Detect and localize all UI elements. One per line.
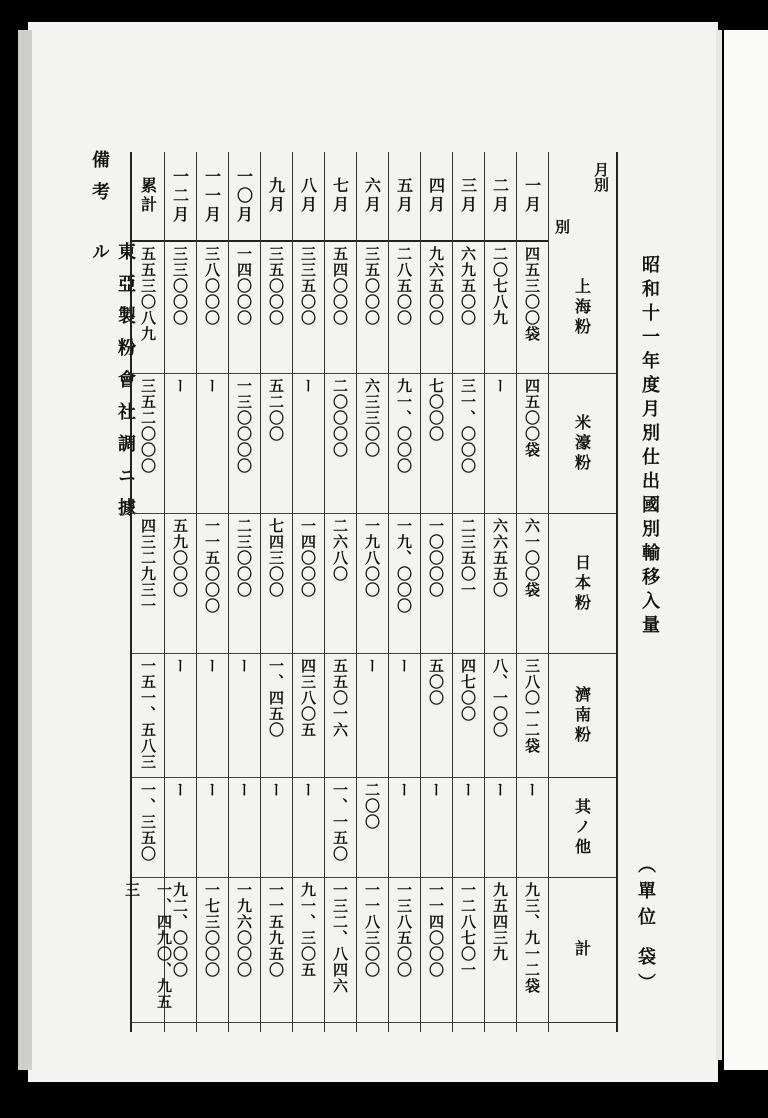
- month-column: [260, 152, 293, 1032]
- table-cell: ー: [484, 374, 516, 514]
- table-cell: 四三八〇五: [292, 654, 324, 778]
- column-header: 上海粉: [548, 242, 616, 374]
- table-cell: 一四〇〇〇: [292, 514, 324, 654]
- month-column: [196, 152, 229, 1032]
- month-column: [292, 152, 325, 1032]
- table-cell: 九二、〇〇〇: [164, 878, 196, 1023]
- column-header: 計: [548, 878, 616, 1023]
- table-cell: 九六五〇〇: [420, 242, 452, 374]
- book-spine: [18, 30, 32, 1070]
- table-cell: ー: [196, 654, 228, 778]
- table-cell: 九一、三〇五: [292, 878, 324, 1023]
- month-label: 九月: [260, 152, 292, 242]
- table-cell: 七〇〇〇: [420, 374, 452, 514]
- table-cell: ー: [228, 778, 260, 878]
- note-label: 備考: [89, 150, 110, 214]
- table-cell: ー: [516, 778, 548, 878]
- table-title: 昭和十一年度月別仕出國別輸移入量: [639, 255, 660, 639]
- unit-label: （單位 袋）: [635, 855, 656, 1000]
- table-cell: 一四〇〇〇: [228, 242, 260, 374]
- table-cell: 六一〇〇袋: [516, 514, 548, 654]
- month-label: 四月: [420, 152, 452, 242]
- table-cell: 五〇〇: [420, 654, 452, 778]
- table-cell: 三一、〇〇〇: [452, 374, 484, 514]
- table-cell: ー: [452, 778, 484, 878]
- table-cell: 三五〇〇〇: [356, 242, 388, 374]
- table-cell: 一九、〇〇〇: [388, 514, 420, 654]
- table-cell: 九三、九一二袋: [516, 878, 548, 1023]
- table-cell: ー: [388, 654, 420, 778]
- month-label: 一〇月: [228, 152, 260, 242]
- table-cell: 二八五〇〇: [388, 242, 420, 374]
- month-column: [388, 152, 421, 1032]
- table-cell: 三五二〇〇〇: [132, 374, 164, 514]
- table-cell: ー: [420, 778, 452, 878]
- table-cell: 二三〇〇〇: [228, 514, 260, 654]
- table-cell: 一一八三〇〇: [356, 878, 388, 1023]
- table-cell: 四五〇〇袋: [516, 374, 548, 514]
- table-cell: 二〇〇: [356, 778, 388, 878]
- month-label: 七月: [324, 152, 356, 242]
- table-cell: 九一、〇〇〇: [388, 374, 420, 514]
- table-cell: ー: [388, 778, 420, 878]
- month-column: [420, 152, 453, 1032]
- column-headers: [548, 152, 618, 1032]
- table-cell: 一、一五〇: [324, 778, 356, 878]
- table-cell: 三八〇〇〇: [196, 242, 228, 374]
- month-column: [123, 152, 173, 1032]
- table-cell: 三五〇〇〇: [260, 242, 292, 374]
- month-label: 八月: [292, 152, 324, 242]
- month-label: 六月: [356, 152, 388, 242]
- month-column: [324, 152, 357, 1032]
- month-column: [356, 152, 389, 1032]
- table-cell: ー: [356, 654, 388, 778]
- table-cell: ー: [292, 374, 324, 514]
- table-cell: 三八〇一二袋: [516, 654, 548, 778]
- corner-label-top: 月別: [592, 162, 610, 192]
- table-cell: 一、四九〇、九五三: [132, 878, 164, 1023]
- table-cell: ー: [260, 778, 292, 878]
- data-table: [123, 152, 616, 1032]
- month-label: 一月: [516, 152, 548, 242]
- column-header: 其ノ他: [548, 778, 616, 878]
- table-cell: ー: [228, 654, 260, 778]
- table-cell: ー: [164, 654, 196, 778]
- month-label: 五月: [388, 152, 420, 242]
- table-cell: 六六五五〇: [484, 514, 516, 654]
- table-cell: 八、一〇〇: [484, 654, 516, 778]
- table-cell: 五五〇一六: [324, 654, 356, 778]
- table-cell: 一二八七〇一: [452, 878, 484, 1023]
- table-cell: 一一五九五〇: [260, 878, 292, 1023]
- table-cell: 一七三〇〇〇: [196, 878, 228, 1023]
- table-cell: 一九六〇〇〇: [228, 878, 260, 1023]
- table-cell: 四三二九三一: [132, 514, 164, 654]
- month-label: 一二月: [164, 152, 196, 242]
- column-header: 米濠粉: [548, 374, 616, 514]
- table-cell: 一、三五〇: [132, 778, 164, 878]
- table-cell: 五九〇〇〇: [164, 514, 196, 654]
- table-cell: 二六八〇: [324, 514, 356, 654]
- table-cell: 一九八〇〇: [356, 514, 388, 654]
- page-edge: [716, 30, 722, 1060]
- table-cell: 一一四〇〇〇: [420, 878, 452, 1023]
- table-cell: ー: [484, 778, 516, 878]
- table-cell: ー: [164, 778, 196, 878]
- table-cell: 六九五〇〇: [452, 242, 484, 374]
- table-cell: 四七〇〇: [452, 654, 484, 778]
- table-cell: 五五三〇八九: [132, 242, 164, 374]
- table-cell: 九五四三九: [484, 878, 516, 1023]
- month-column: [452, 152, 485, 1032]
- table-cell: 三三五〇〇: [292, 242, 324, 374]
- table-cell: 二三五〇一: [452, 514, 484, 654]
- column-header: 日本粉: [548, 514, 616, 654]
- table-cell: 五二〇〇: [260, 374, 292, 514]
- table-cell: ー: [164, 374, 196, 514]
- table-cell: 五四〇〇〇: [324, 242, 356, 374]
- table-cell: ー: [196, 778, 228, 878]
- month-label: 一一月: [196, 152, 228, 242]
- month-label: 二月: [484, 152, 516, 242]
- adjacent-page-strip: [724, 30, 768, 1070]
- table-cell: 四五三〇〇袋: [516, 242, 548, 374]
- table-cell: 一五一、五八三: [132, 654, 164, 778]
- table-cell: 一三八五〇〇: [388, 878, 420, 1023]
- table-cell: ー: [196, 374, 228, 514]
- table-cell: 二〇七八九: [484, 242, 516, 374]
- table-cell: 一、四五〇: [260, 654, 292, 778]
- table-cell: 七四三〇〇: [260, 514, 292, 654]
- table-cell: 二〇〇〇〇: [324, 374, 356, 514]
- month-column: [228, 152, 261, 1032]
- table-cell: 一三二、八四六: [324, 878, 356, 1023]
- month-column: [484, 152, 517, 1032]
- table-cell: 六三三〇〇: [356, 374, 388, 514]
- month-column: [516, 152, 549, 1032]
- month-label: 累計: [132, 152, 164, 242]
- table-cell: 三三〇〇〇: [164, 242, 196, 374]
- table-cell: 一一五〇〇〇: [196, 514, 228, 654]
- corner-label-bottom: 別: [553, 219, 571, 234]
- table-corner: [548, 152, 616, 242]
- table-cell: 一〇〇〇〇: [420, 514, 452, 654]
- note-text: 東亞製粉會社調ニ據ル: [89, 242, 136, 530]
- table-cell: ー: [292, 778, 324, 878]
- month-label: 三月: [452, 152, 484, 242]
- column-header: 濟南粉: [548, 654, 616, 778]
- table-cell: 一三〇〇〇〇: [228, 374, 260, 514]
